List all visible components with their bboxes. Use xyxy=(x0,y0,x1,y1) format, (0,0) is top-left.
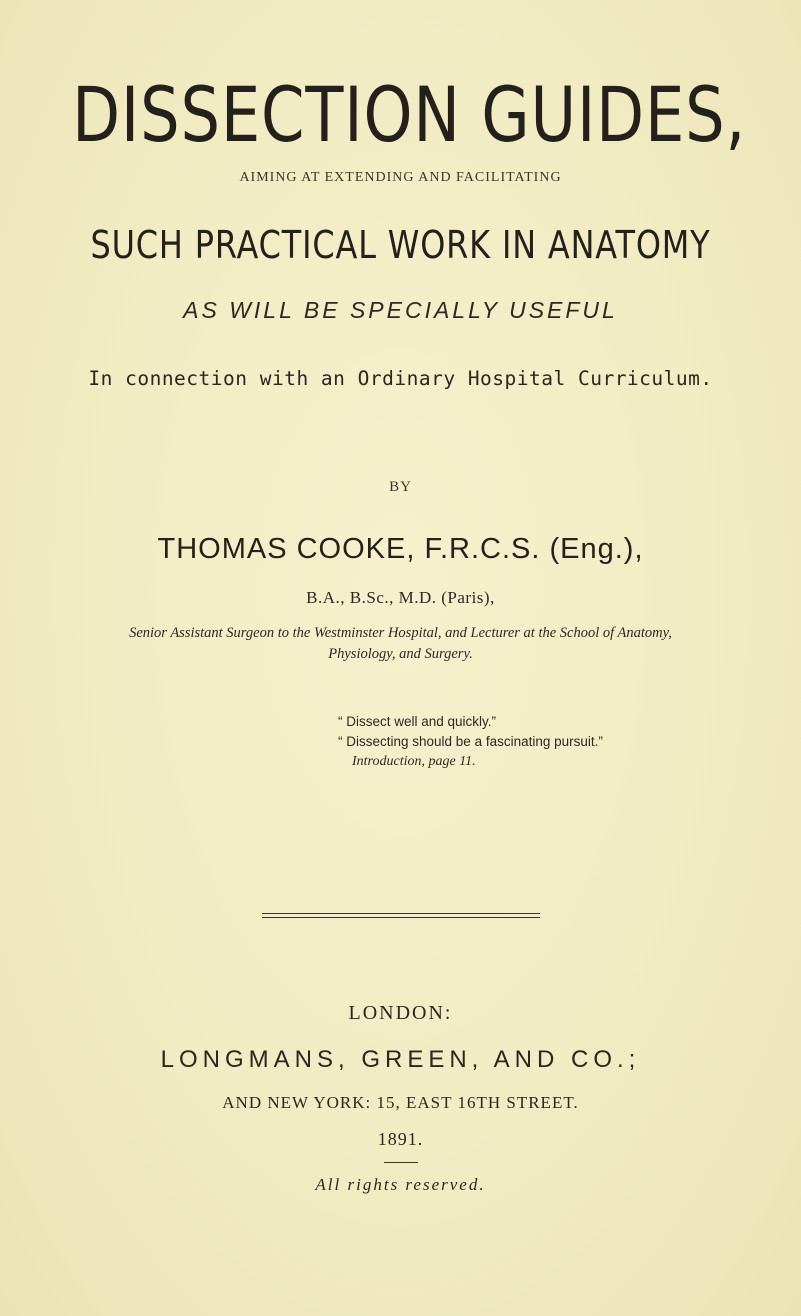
short-rule-divider xyxy=(384,1162,418,1163)
author-position-line-2: Physiology, and Surgery. xyxy=(328,646,473,662)
publication-place: LONDON: xyxy=(348,1002,453,1024)
by-line: BY xyxy=(389,479,412,495)
aiming-line: AIMING AT EXTENDING AND FACILITATING xyxy=(239,170,562,185)
epigraph-quote-1: “ Dissect well and quickly.” xyxy=(338,714,497,729)
double-rule-divider xyxy=(262,913,540,918)
author-position-line-1: Senior Assistant Surgeon to the Westminster Hospital, and Lecturer at the School of Anatomy, xyxy=(129,625,672,641)
author-degrees: B.A., B.Sc., M.D. (Paris), xyxy=(306,588,495,607)
publisher-name: LONGMANS, GREEN, AND CO.; xyxy=(160,1046,641,1073)
epigraph-reference: Introduction, page 11. xyxy=(352,754,476,769)
publication-year: 1891. xyxy=(377,1129,424,1149)
main-title: DISSECTION GUIDES, xyxy=(72,70,747,159)
publisher-address: AND NEW YORK: 15, EAST 16TH STREET. xyxy=(222,1093,579,1112)
subtitle: SUCH PRACTICAL WORK IN ANATOMY xyxy=(90,223,711,267)
as-will-line: AS WILL BE SPECIALLY USEFUL xyxy=(183,297,618,323)
connection-line: In connection with an Ordinary Hospital Curriculum. xyxy=(88,367,713,390)
epigraph-quote-2: “ Dissecting should be a fascinating pursuit.” xyxy=(338,734,603,749)
epigraph xyxy=(338,712,778,772)
rights-notice: All rights reserved. xyxy=(315,1175,486,1194)
author-name: THOMAS COOKE, F.R.C.S. (Eng.), xyxy=(157,533,644,565)
